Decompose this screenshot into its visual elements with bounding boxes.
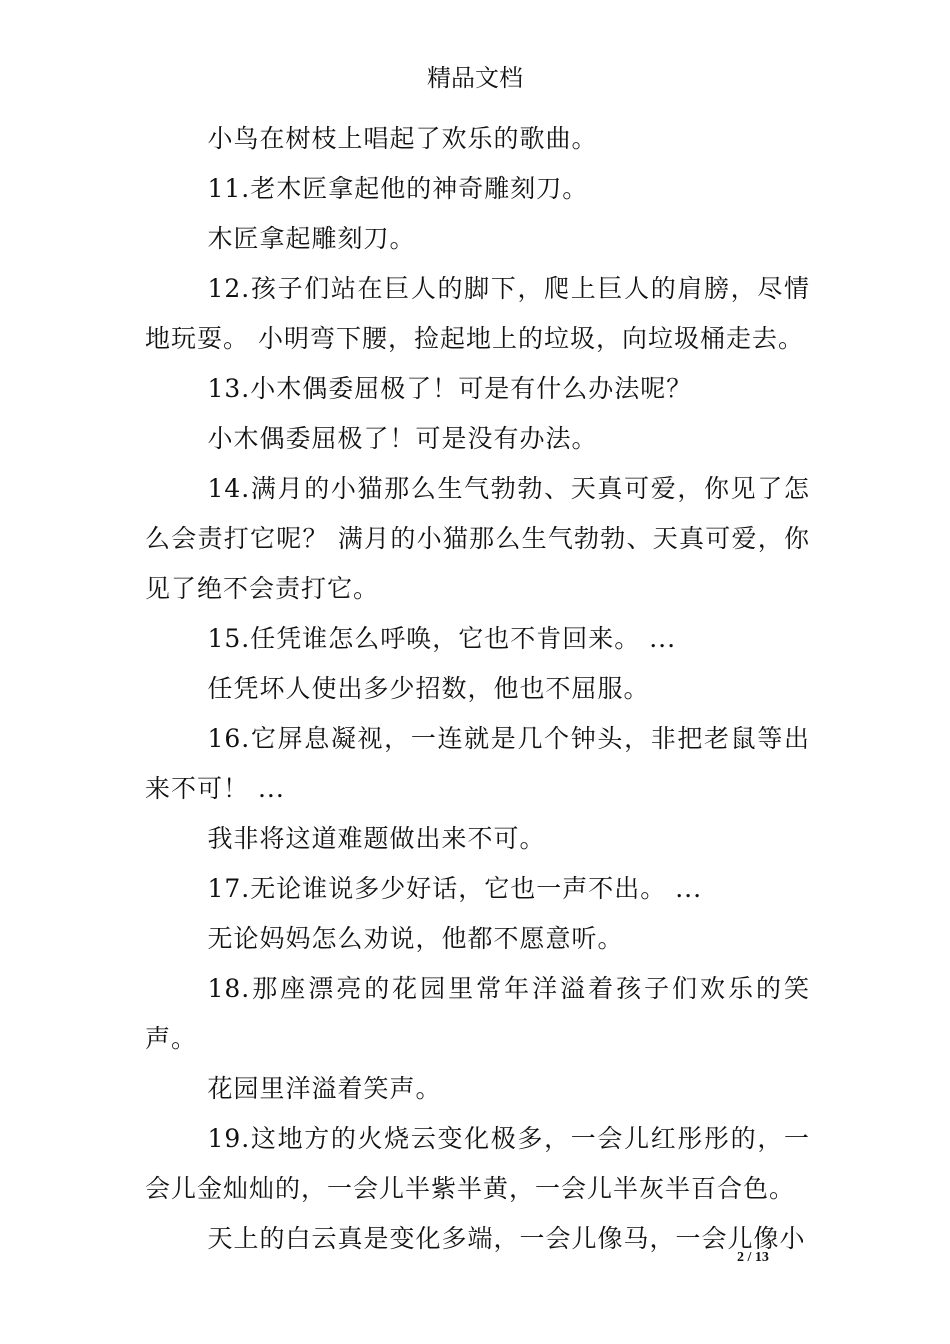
paragraph: 18.那座漂亮的花园里常年洋溢着孩子们欢乐的笑声。 (145, 974, 810, 1053)
page-header-title: 精品文档 (427, 64, 523, 92)
paragraph: 花园里洋溢着笑声。 (207, 1074, 442, 1103)
paragraph: 我非将这道难题做出来不可。 (207, 824, 546, 853)
paragraph: 天上的白云真是变化多端，一会儿像马，一会儿像小 (207, 1224, 806, 1253)
page-number: 2 / 13 (737, 1250, 769, 1265)
paragraph: 17.无论谁说多少好话，它也一声不出。 ... (207, 874, 703, 903)
paragraph: 小鸟在树枝上唱起了欢乐的歌曲。 (207, 124, 598, 153)
paragraph: 11.老木匠拿起他的神奇雕刻刀。 (207, 174, 589, 203)
paragraph: 19.这地方的火烧云变化极多，一会儿红彤彤的，一会儿金灿灿的，一会儿半紫半黄，一会儿半灰半百合色。 (145, 1124, 810, 1203)
paragraph: 14.满月的小猫那么生气勃勃、天真可爱，你见了怎么会责打它呢？ 满月的小猫那么生气勃勃、天真可爱，你见了绝不会责打它。 (145, 474, 810, 603)
paragraph: 16.它屏息凝视，一连就是几个钟头，非把老鼠等出来不可！ ... (145, 724, 810, 803)
document-body (145, 114, 810, 1264)
paragraph: 木匠拿起雕刻刀。 (207, 224, 416, 253)
paragraph: 无论妈妈怎么劝说，他都不愿意听。 (207, 924, 624, 953)
paragraph: 小木偶委屈极了！可是没有办法。 (207, 424, 598, 453)
paragraph: 13.小木偶委屈极了！可是有什么办法呢？ (207, 374, 693, 403)
paragraph: 任凭坏人使出多少招数，他也不屈服。 (207, 674, 650, 703)
paragraph: 12.孩子们站在巨人的脚下，爬上巨人的肩膀，尽情地玩耍。 小明弯下腰，捡起地上的垃圾，向垃圾桶走去。 (145, 274, 810, 353)
paragraph: 15.任凭谁怎么呼唤，它也不肯回来。 ... (207, 624, 677, 653)
